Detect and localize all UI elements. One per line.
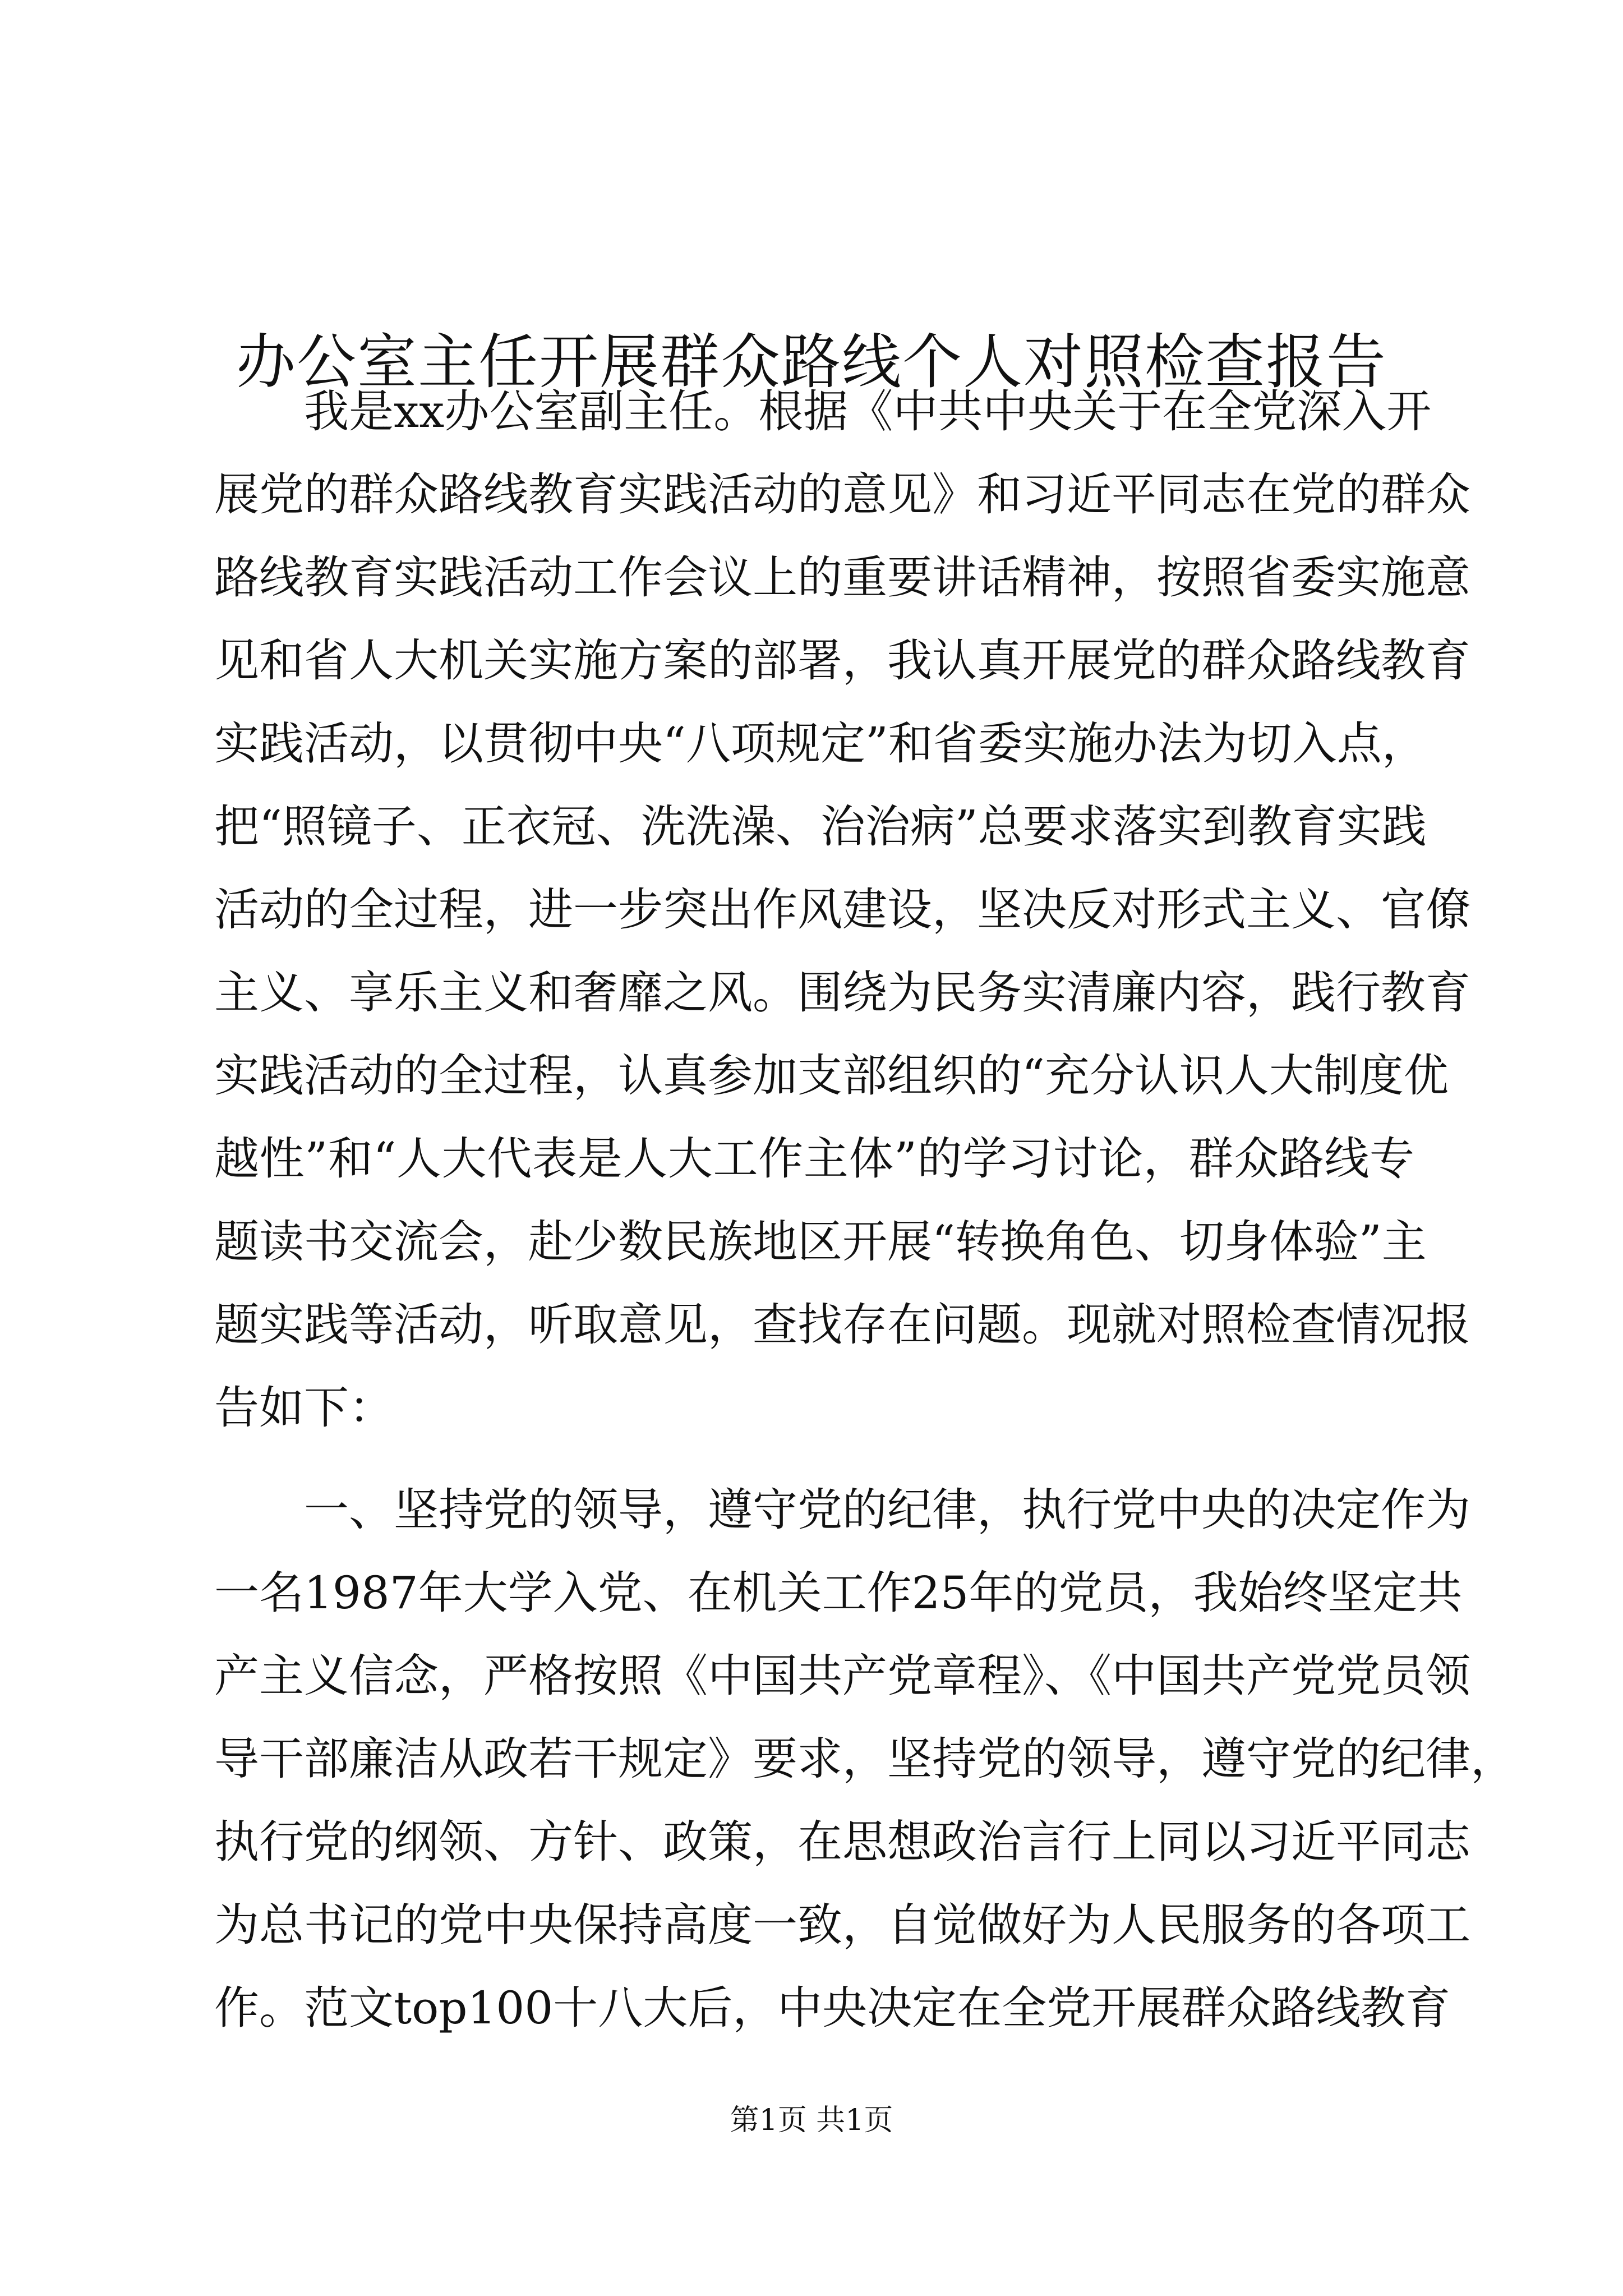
paragraph-line: 题读书交流会，赴少数民族地区开展“转换角色、切身体验”主 (214, 1216, 1427, 1268)
page-footer: 第1页 共1页 (730, 2104, 893, 2137)
paragraph-line: 路线教育实践活动工作会议上的重要讲话精神，按照省委实施意 (214, 551, 1470, 604)
paragraph-2 (214, 1469, 1515, 2050)
paragraph-line: 实践活动的全过程，认真参加支部组织的“充分认识人大制度优 (214, 1050, 1449, 1102)
paragraph-line: 告如下： (214, 1382, 394, 1434)
paragraph-line: 题实践等活动，听取意见，查找存在问题。现就对照检查情况报 (214, 1299, 1470, 1351)
paragraph-line: 一、坚持党的领导，遵守党的纪律，执行党中央的决定作为 (304, 1484, 1470, 1536)
paragraph-line: 见和省人大机关实施方案的部署，我认真开展党的群众路线教育 (214, 634, 1470, 687)
paragraph-line: 导干部廉洁从政若干规定》要求，坚持党的领导，遵守党的纪律， (214, 1733, 1515, 1785)
paragraph-line: 活动的全过程，进一步突出作风建设，坚决反对形式主义、官僚 (214, 884, 1470, 936)
paragraph-line: 实践活动，以贯彻中央“八项规定”和省委实施办法为切入点， (214, 717, 1427, 770)
paragraph-line: 展党的群众路线教育实践活动的意见》和习近平同志在党的群众 (214, 468, 1470, 521)
paragraph-line: 执行党的纲领、方针、政策，在思想政治言行上同以习近平同志 (214, 1816, 1470, 1868)
paragraph-line: 我是xx办公室副主任。根据《中共中央关于在全党深入开 (304, 385, 1432, 438)
paragraph-1 (214, 370, 1470, 1450)
paragraph-line: 主义、享乐主义和奢靡之风。围绕为民务实清廉内容，践行教育 (214, 967, 1470, 1019)
document-title: 办公室主任开展群众路线个人对照检查报告 (236, 328, 1387, 397)
paragraph-line: 越性”和“人大代表是人大工作主体”的学习讨论，群众路线专 (214, 1133, 1414, 1185)
paragraph-line: 为总书记的党中央保持高度一致，自觉做好为人民服务的各项工 (214, 1899, 1470, 1951)
paragraph-line: 作。范文top100十八大后，中央决定在全党开展群众路线教育 (214, 1982, 1451, 2034)
paragraph-line: 一名1987年大学入党、在机关工作25年的党员，我始终坚定共 (214, 1567, 1463, 1619)
paragraph-line: 产主义信念，严格按照《中国共产党章程》、《中国共产党党员领 (214, 1650, 1470, 1702)
paragraph-line: 把“照镜子、正衣冠、洗洗澡、治治病”总要求落实到教育实践 (214, 800, 1427, 853)
document-body (214, 370, 1515, 2050)
